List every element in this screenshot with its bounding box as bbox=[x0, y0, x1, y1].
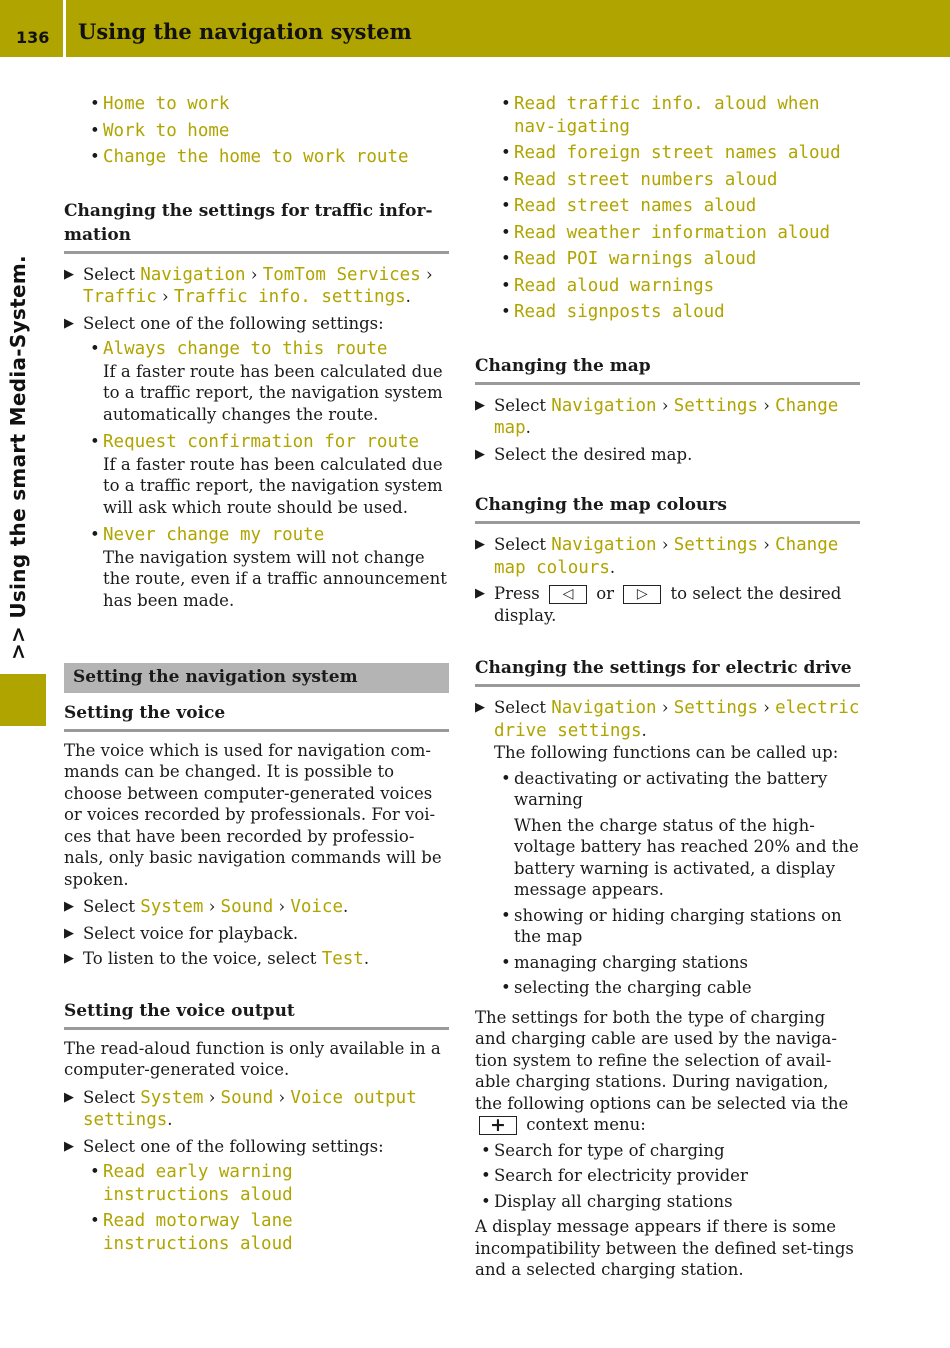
read-options-list bbox=[501, 93, 861, 324]
traffic-options-list bbox=[90, 338, 449, 611]
right-arrow-key-icon: ▷ bbox=[623, 585, 661, 604]
voice-output-step-1: ▶ Select System › Sound › Voice output settings. bbox=[64, 1087, 449, 1132]
list-item: • Read aloud warnings bbox=[501, 275, 861, 298]
header-divider bbox=[63, 0, 66, 57]
voice-step-3: ▶ To listen to the voice, select Test. bbox=[64, 948, 449, 971]
voice-step-1: ▶ Select System › Sound › Voice. bbox=[64, 896, 449, 919]
list-item: • Display all charging stations bbox=[481, 1191, 860, 1213]
voice-output-step-2: ▶ Select one of the following settings: bbox=[64, 1136, 449, 1158]
list-item: • Read foreign street names aloud bbox=[501, 142, 861, 165]
section-bar: Setting the navigation system bbox=[64, 663, 449, 693]
list-item: • managing charging stations bbox=[501, 952, 860, 974]
voice-step-2: ▶ Select voice for playback. bbox=[64, 923, 449, 945]
left-arrow-key-icon: ◁ bbox=[549, 585, 587, 604]
route-options-list bbox=[90, 93, 449, 169]
option-description: If a faster route has been calculated due to a traffic report, the navigation system automatically changes the route. bbox=[103, 361, 443, 424]
list-item: • Read street names aloud bbox=[501, 195, 861, 218]
traffic-step-2: ▶ Select one of the following settings: bbox=[64, 313, 449, 335]
list-item: • selecting the charging cable bbox=[501, 977, 860, 999]
list-item: • Read early warning instructions aloud bbox=[90, 1161, 410, 1206]
list-item: • Read traffic info. aloud when nav-igating bbox=[501, 93, 861, 138]
map-step-1: ▶ Select Navigation › Settings › Change map. bbox=[475, 395, 860, 440]
function-description: When the charge status of the high-voltage battery has reached 20% and the battery warning is activated, a display message appears. bbox=[514, 815, 859, 899]
voice-output-heading: Setting the voice output bbox=[64, 999, 449, 1030]
voice-paragraph: The voice which is used for navigation com-mands can be changed. It is possible to choose between computer-generated voices or voices recorded by professionals. For voi-ces that have been recorded by professio-nals, only basic navigation commands will be spoken. bbox=[64, 740, 442, 889]
voice-heading: Setting the voice bbox=[64, 701, 449, 732]
page-title: Using the navigation system bbox=[78, 19, 412, 44]
list-item: • Read POI warnings aloud bbox=[501, 248, 861, 271]
list-item: • showing or hiding charging stations on the map bbox=[501, 905, 860, 948]
list-item: • Home to work bbox=[90, 93, 449, 116]
option-description: The navigation system will not change the route, even if a traffic announcement has been made. bbox=[103, 547, 447, 610]
side-bar bbox=[0, 240, 46, 660]
map-heading: Changing the map bbox=[475, 354, 860, 385]
list-item: • Work to home bbox=[90, 120, 449, 143]
plus-key-icon: + bbox=[479, 1116, 517, 1135]
electric-functions-list bbox=[501, 768, 860, 999]
option-description: If a faster route has been calculated due to a traffic report, the navigation system will ask which route should be used. bbox=[103, 454, 443, 517]
list-item: • Read street numbers aloud bbox=[501, 169, 861, 192]
map-colours-heading: Changing the map colours bbox=[475, 493, 860, 524]
page-header bbox=[0, 0, 950, 57]
list-item: • Search for type of charging bbox=[481, 1140, 860, 1162]
list-item: • deactivating or activating the battery warning bbox=[501, 768, 860, 811]
right-column bbox=[475, 93, 860, 1281]
electric-heading: Changing the settings for electric drive bbox=[475, 656, 860, 687]
list-item: • Read signposts aloud bbox=[501, 301, 861, 324]
map-colours-step-2: ▶ Press ◁ or ▷ to select the desired display. bbox=[475, 583, 860, 626]
list-item: • Request confirmation for route bbox=[90, 431, 449, 454]
list-item: • Read weather information aloud bbox=[501, 222, 861, 245]
voice-output-options bbox=[90, 1161, 410, 1255]
settings-paragraph: The settings for both the type of charging and charging cable are used by the naviga-tion system to refine the selection of avail-able charging stations. During navigation, the following options can be selected via the + context menu: bbox=[475, 1007, 849, 1136]
final-paragraph: A display message appears if there is some incompatibility between the defined set-tings and a selected charging station. bbox=[475, 1217, 854, 1279]
map-colours-step-1: ▶ Select Navigation › Settings › Change map colours. bbox=[475, 534, 860, 579]
electric-intro: The following functions can be called up: bbox=[494, 743, 839, 762]
list-item: • Never change my route bbox=[90, 524, 449, 547]
voice-output-paragraph: The read-aloud function is only available in a computer-generated voice. bbox=[64, 1038, 441, 1079]
electric-step-1: ▶ Select Navigation › Settings › electric drive settings. bbox=[475, 697, 860, 742]
list-item: • Change the home to work route bbox=[90, 146, 449, 169]
traffic-step-1: ▶ Select Navigation › TomTom Services › Traffic › Traffic info. settings. bbox=[64, 264, 449, 309]
list-item: • Read motorway lane instructions aloud bbox=[90, 1210, 410, 1255]
left-column bbox=[64, 93, 449, 1255]
list-item: • Search for electricity provider bbox=[481, 1165, 860, 1187]
map-step-2: ▶ Select the desired map. bbox=[475, 444, 860, 466]
list-item: • Always change to this route bbox=[90, 338, 449, 361]
context-options-list bbox=[481, 1140, 860, 1213]
side-title: >> Using the smart Media-System. bbox=[6, 255, 30, 660]
traffic-heading: Changing the settings for traffic infor-mation bbox=[64, 199, 449, 254]
side-tab-marker bbox=[0, 674, 46, 726]
page-number: 136 bbox=[16, 28, 50, 47]
